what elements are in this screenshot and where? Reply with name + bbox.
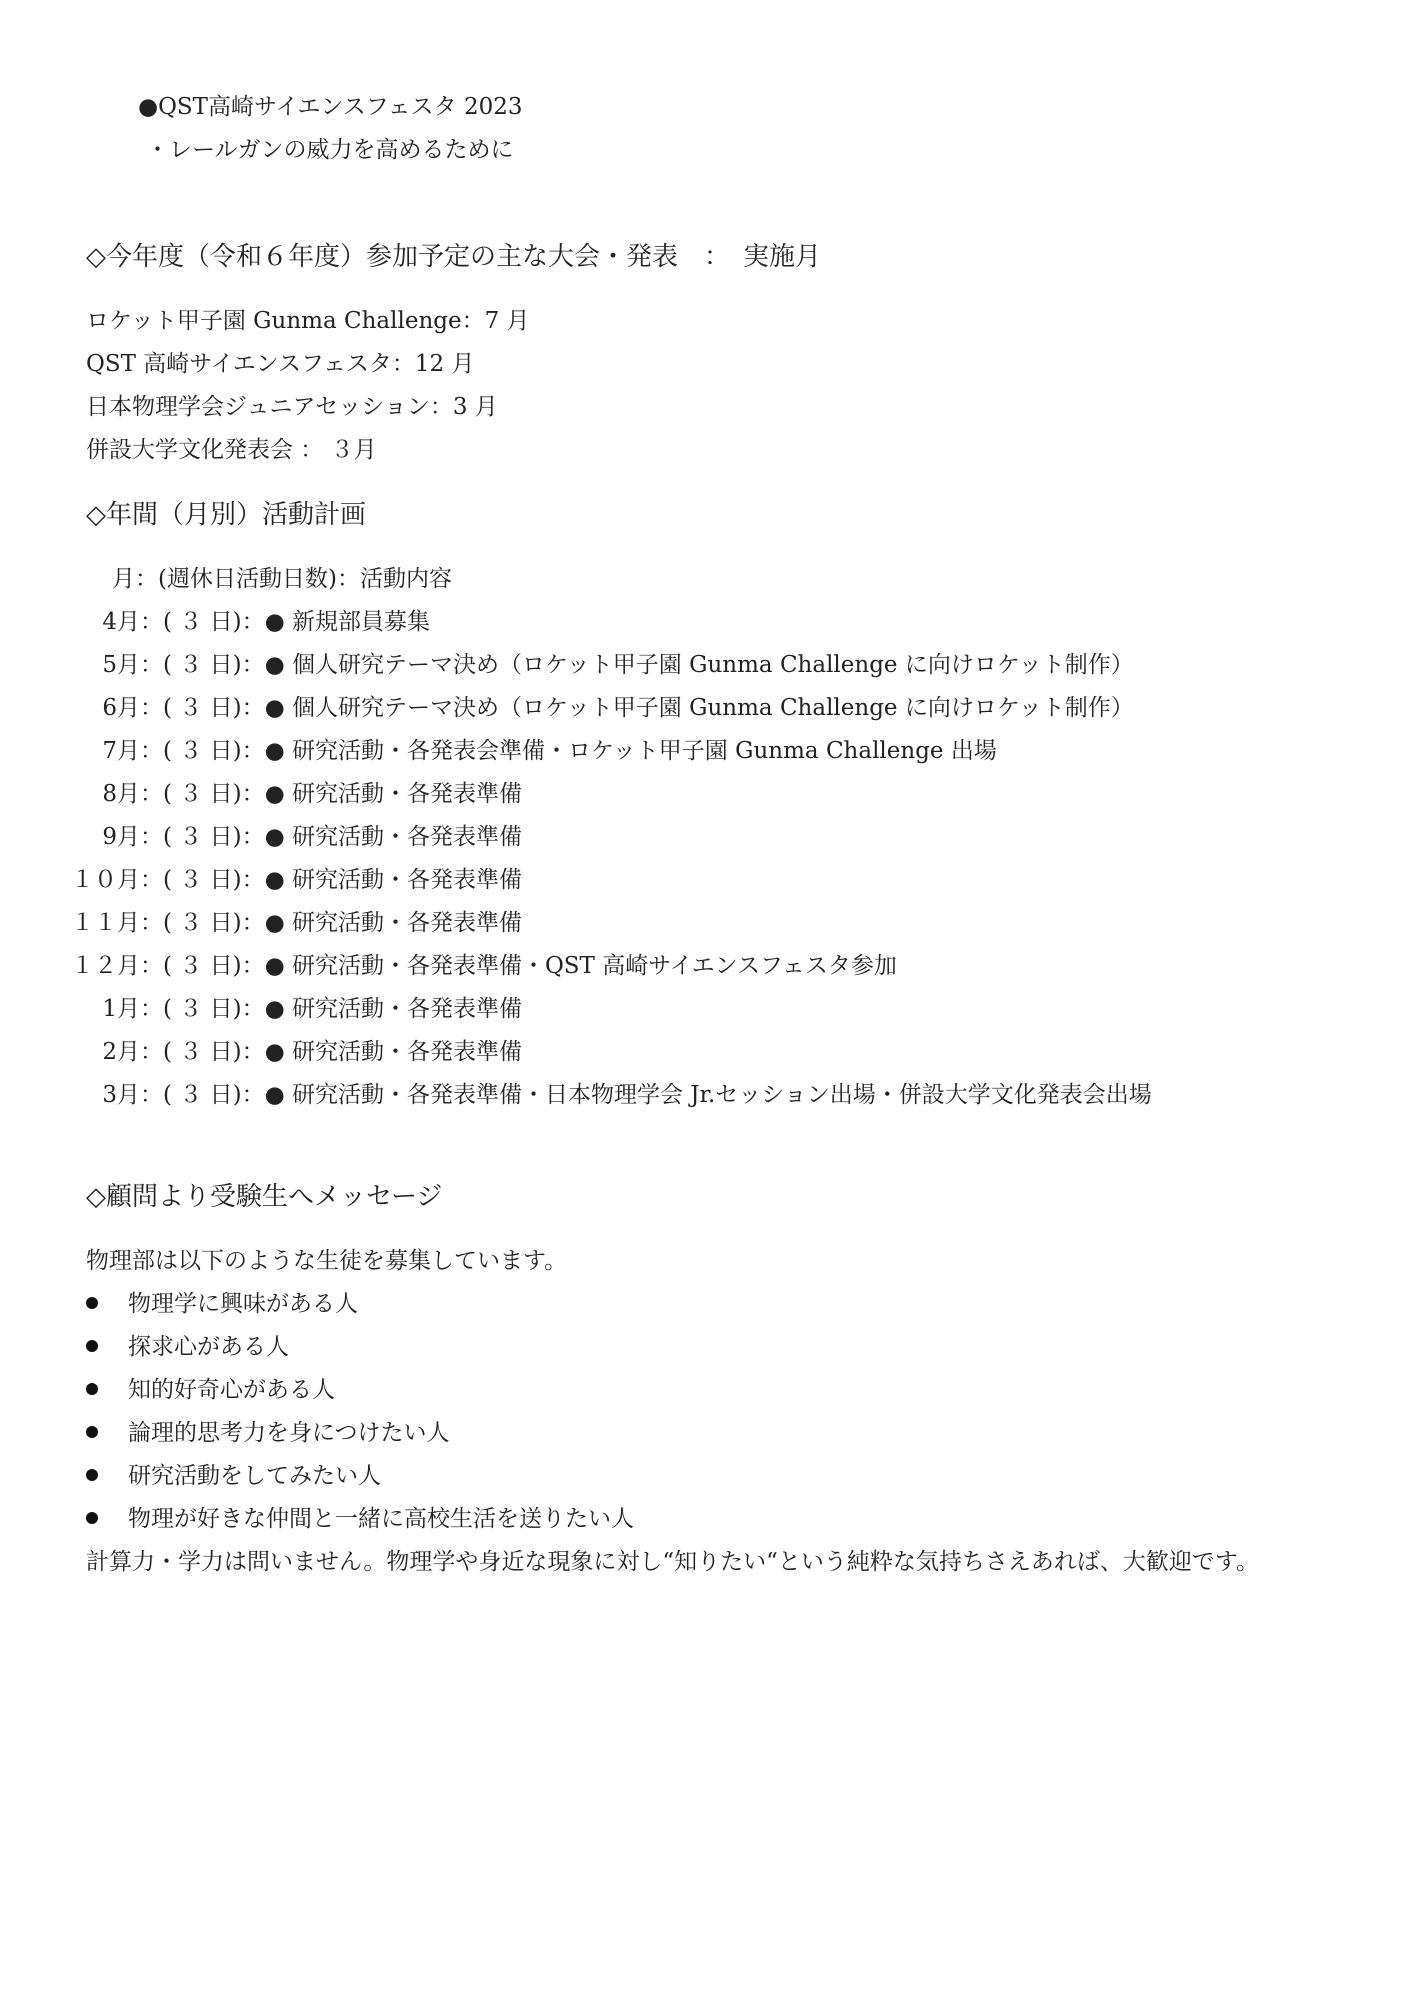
plan-activity: ：( ３ 日)：● 新規部員募集	[140, 609, 430, 635]
plan-activity: ：( ３ 日)：● 研究活動・各発表準備・QST 高崎サイエンスフェスタ参加	[140, 953, 897, 979]
plan-row	[70, 908, 522, 938]
bullet-text: 探求心がある人	[128, 1334, 289, 1360]
plan-row	[70, 736, 997, 766]
plan-month: １２月	[71, 953, 140, 979]
plan-activity: ：( ３ 日)：● 研究活動・各発表準備	[140, 996, 522, 1022]
competition-item: 日本物理学会ジュニアセッション：3 月	[86, 394, 498, 420]
competition-item: 併設大学文化発表会 ： ３月	[86, 437, 377, 463]
bullet-icon	[86, 1512, 98, 1524]
plan-activity: ：( ３ 日)：● 個人研究テーマ決め（ロケット甲子園 Gunma Challenge に向けロケット制作）	[140, 652, 1134, 678]
bullet-text: 論理的思考力を身につけたい人	[128, 1420, 450, 1446]
plan-column-header: 月：(週休日活動日数)：活動内容	[112, 566, 452, 592]
plan-activity: ：( ３ 日)：● 研究活動・各発表準備・日本物理学会 Jr.セッション出場・併設大学文化発表会出場	[140, 1082, 1152, 1108]
plan-row	[70, 693, 1134, 723]
message-intro: 物理部は以下のような生徒を募集しています。	[86, 1248, 568, 1274]
event-title: ●QST高崎サイエンスフェスタ 2023	[138, 94, 523, 120]
plan-month: 7月	[102, 738, 140, 764]
plan-month: 6月	[102, 695, 140, 721]
message-bullet	[86, 1461, 381, 1491]
plan-heading: ◇年間（月別）活動計画	[86, 500, 366, 530]
plan-activity: ：( ３ 日)：● 研究活動・各発表準備	[140, 867, 522, 893]
event-item: ・レールガンの威力を高めるために	[146, 137, 514, 163]
plan-activity: ：( ３ 日)：● 研究活動・各発表会準備・ロケット甲子園 Gunma Challenge 出場	[140, 738, 997, 764]
message-bullet	[86, 1504, 634, 1534]
plan-row	[70, 779, 522, 809]
bullet-icon	[86, 1469, 98, 1481]
competition-item: ロケット甲子園 Gunma Challenge：7 月	[86, 308, 530, 334]
bullet-text: 物理が好きな仲間と一緒に高校生活を送りたい人	[128, 1506, 634, 1532]
competitions-heading: ◇今年度（令和６年度）参加予定の主な大会・発表 ： 実施月	[86, 242, 821, 272]
bullet-text: 研究活動をしてみたい人	[128, 1463, 381, 1489]
message-closing: 計算力・学力は問いません。物理学や身近な現象に対し“知りたい“という純粋な気持ちさえあれば、大歓迎です。	[86, 1549, 1260, 1575]
bullet-text: 物理学に興味がある人	[128, 1291, 358, 1317]
plan-month: 2月	[102, 1039, 140, 1065]
message-bullet	[86, 1375, 335, 1405]
plan-activity: ：( ３ 日)：● 研究活動・各発表準備	[140, 781, 522, 807]
plan-activity: ：( ３ 日)：● 研究活動・各発表準備	[140, 1039, 522, 1065]
message-bullet	[86, 1418, 450, 1448]
bullet-icon	[86, 1383, 98, 1395]
message-bullet	[86, 1289, 358, 1319]
bullet-text: 知的好奇心がある人	[128, 1377, 335, 1403]
plan-activity: ：( ３ 日)：● 研究活動・各発表準備	[140, 824, 522, 850]
bullet-icon	[86, 1297, 98, 1309]
plan-month: 3月	[102, 1082, 140, 1108]
plan-row	[70, 865, 522, 895]
plan-row	[70, 1080, 1152, 1110]
plan-month: １０月	[71, 867, 140, 893]
bullet-icon	[86, 1340, 98, 1352]
competition-item: QST 高崎サイエンスフェスタ：12 月	[86, 351, 475, 377]
plan-month: 8月	[102, 781, 140, 807]
message-bullet	[86, 1332, 289, 1362]
plan-activity: ：( ３ 日)：● 個人研究テーマ決め（ロケット甲子園 Gunma Challenge に向けロケット制作）	[140, 695, 1134, 721]
plan-month: １１月	[71, 910, 140, 936]
plan-row	[70, 607, 430, 637]
plan-activity: ：( ３ 日)：● 研究活動・各発表準備	[140, 910, 522, 936]
plan-month: 9月	[102, 824, 140, 850]
plan-row	[70, 1037, 522, 1067]
bullet-icon	[86, 1426, 98, 1438]
plan-row	[70, 650, 1134, 680]
plan-row	[70, 951, 897, 981]
plan-row	[70, 822, 522, 852]
plan-month: 1月	[102, 996, 140, 1022]
plan-month: 5月	[102, 652, 140, 678]
plan-month: 4月	[102, 609, 140, 635]
message-heading: ◇顧問より受験生へメッセージ	[86, 1182, 443, 1212]
plan-row	[70, 994, 522, 1024]
